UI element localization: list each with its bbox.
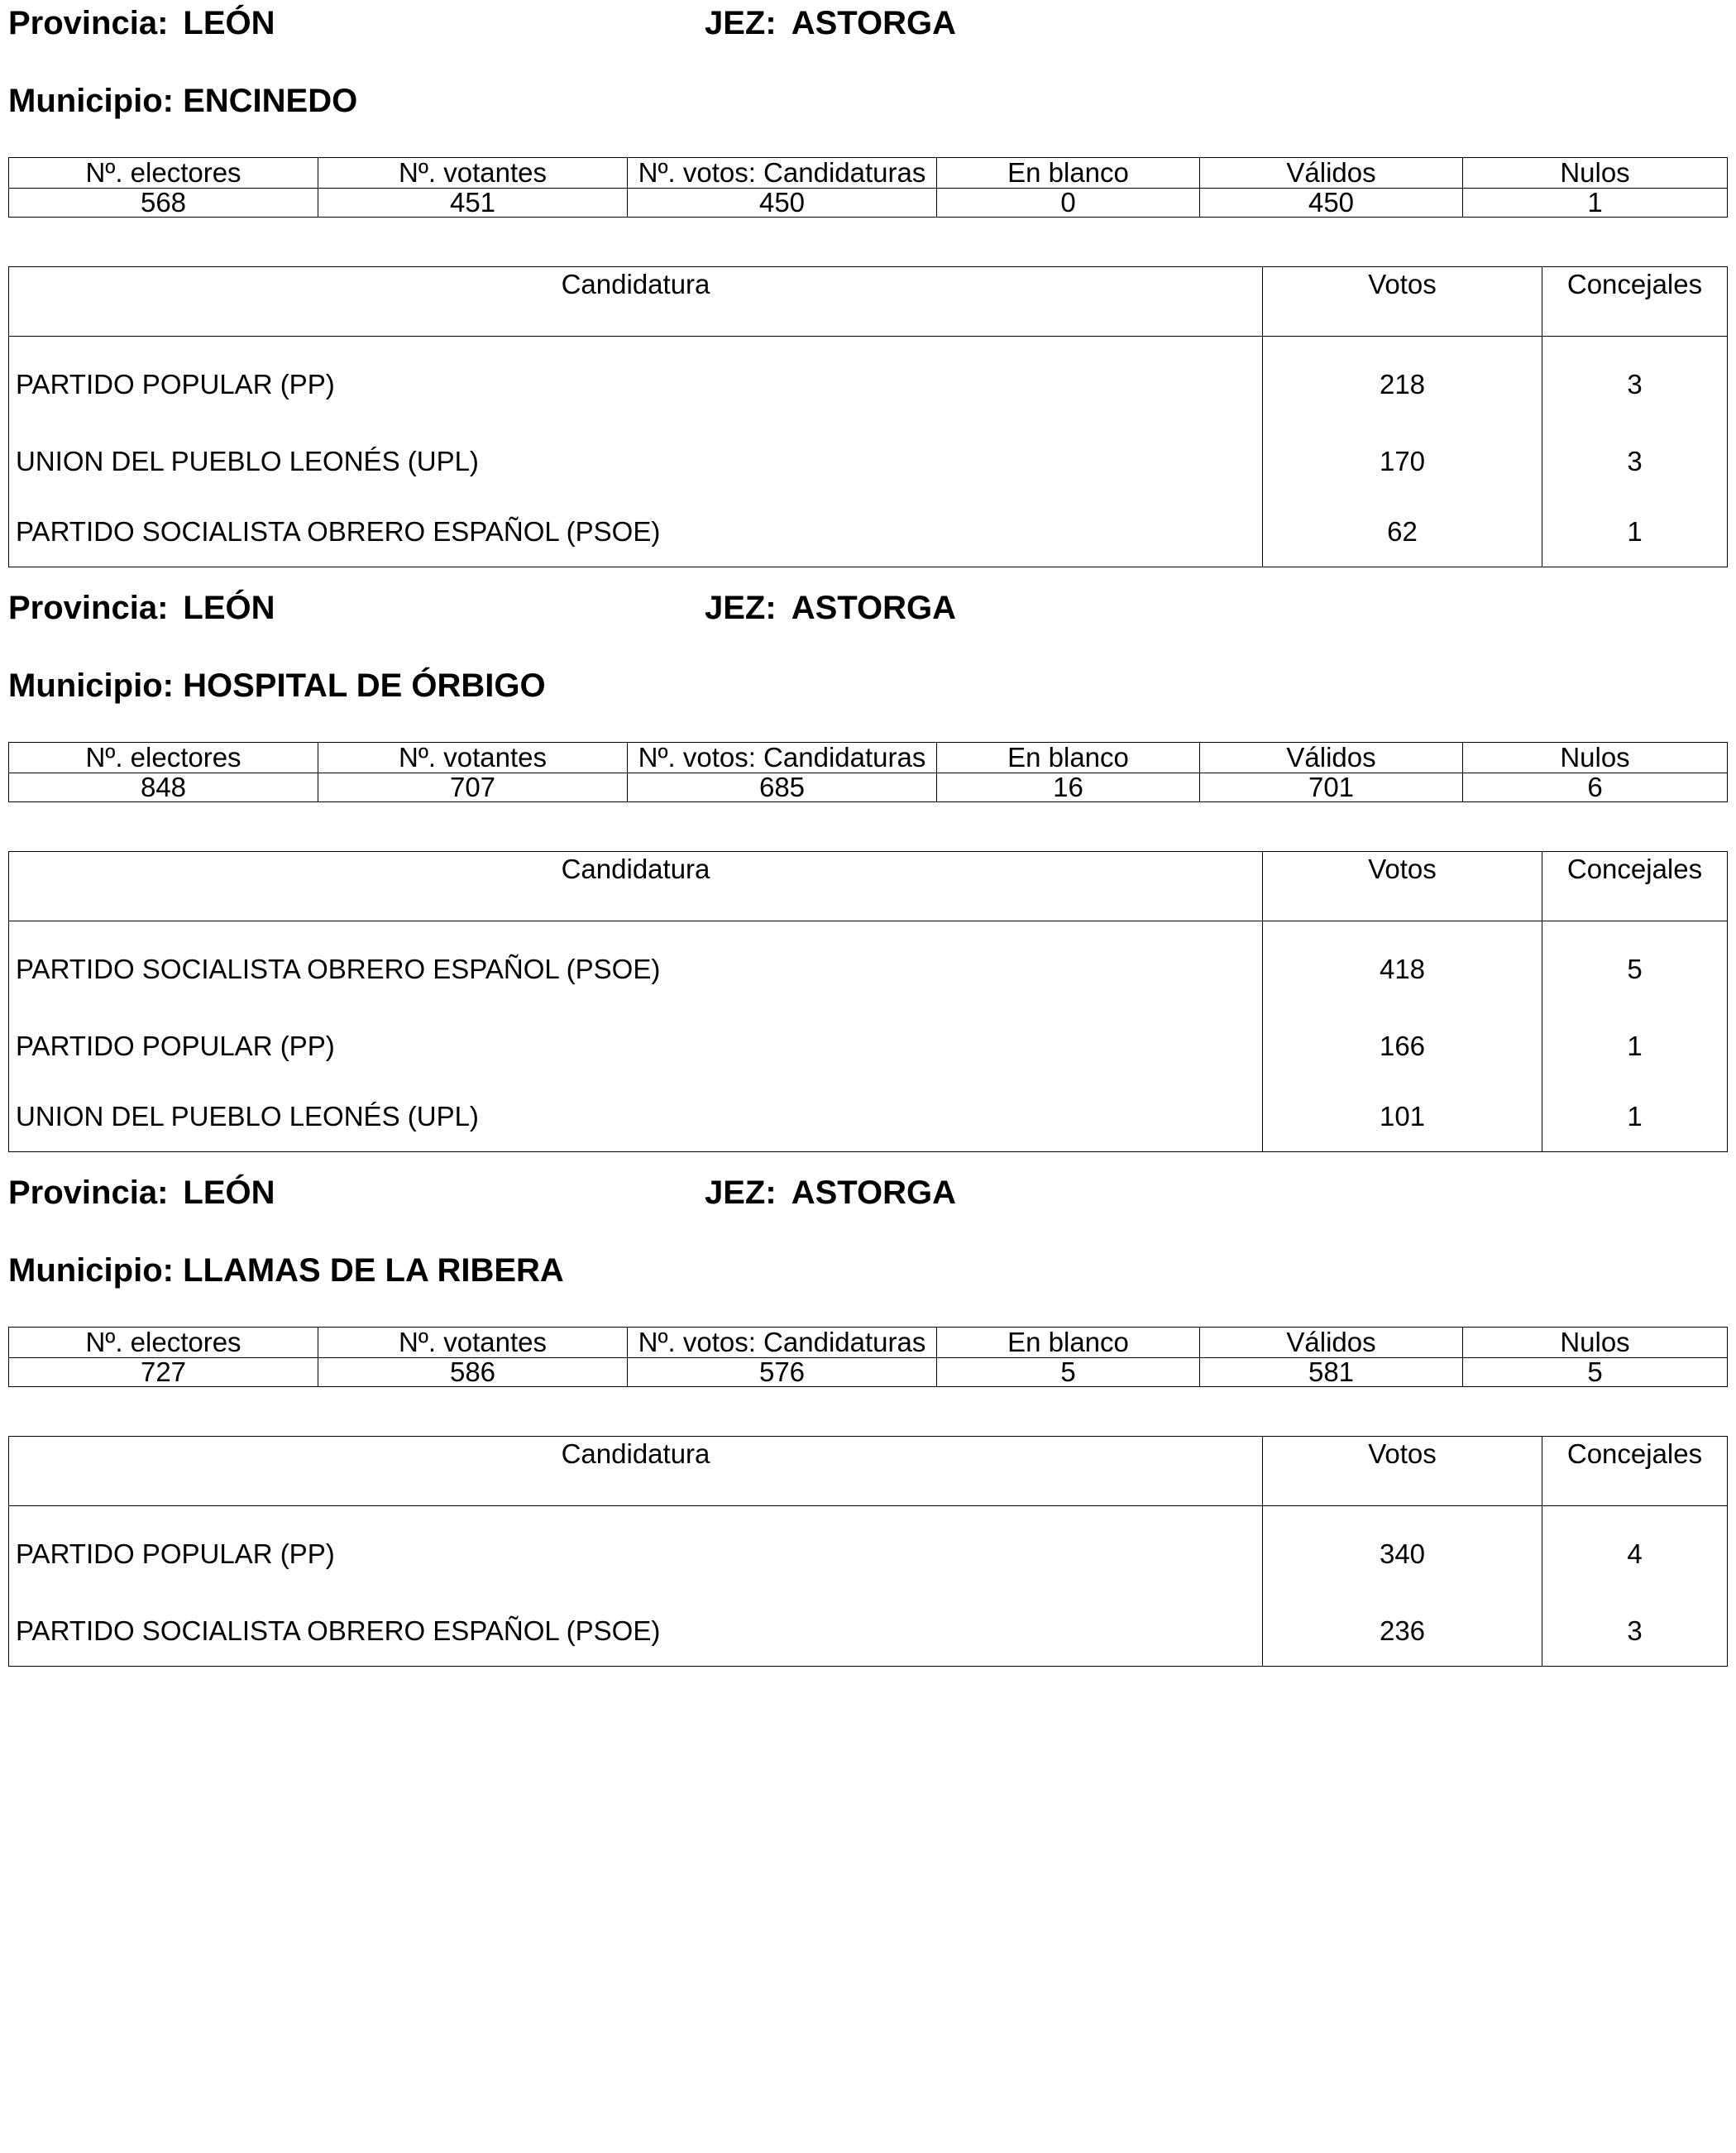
- header-concejales: Concejales: [1542, 267, 1728, 337]
- summary-table: [8, 157, 1728, 218]
- value-nulos: 5: [1463, 1358, 1728, 1387]
- jez-heading: JEZ: ASTORGA: [705, 1175, 956, 1211]
- candidatura-name: PARTIDO POPULAR (PP): [16, 1538, 335, 1569]
- votos-value: 340: [1263, 1506, 1542, 1596]
- header-concejales: Concejales: [1542, 852, 1728, 921]
- summary-value-row: [9, 773, 1728, 802]
- header-votos-candidaturas: Nº. votos: Candidaturas: [628, 743, 937, 773]
- municipio-section-encinedo: [0, 0, 1736, 585]
- jez-value: ASTORGA: [791, 1175, 956, 1211]
- header-candidatura: Candidatura: [9, 267, 1263, 337]
- header-votos: Votos: [1263, 852, 1542, 921]
- municipio-heading: Municipio: ENCINEDO: [8, 83, 358, 119]
- header-en-blanco: En blanco: [937, 743, 1200, 773]
- municipio-value: HOSPITAL DE ÓRBIGO: [183, 667, 546, 704]
- candidatura-name: PARTIDO SOCIALISTA OBRERO ESPAÑOL (PSOE): [16, 954, 661, 984]
- header-electores: Nº. electores: [9, 743, 318, 773]
- summary-value-row: [9, 1358, 1728, 1387]
- candidatura-name: PARTIDO SOCIALISTA OBRERO ESPAÑOL (PSOE): [16, 1615, 661, 1646]
- summary-header-row: [9, 1328, 1728, 1358]
- results-table: [8, 1436, 1728, 1667]
- header-candidatura: Candidatura: [9, 852, 1263, 921]
- votos-value: 236: [1263, 1596, 1542, 1667]
- value-votantes: 586: [318, 1358, 628, 1387]
- table-row: [9, 1596, 1728, 1667]
- provincia-value: LEÓN: [183, 590, 275, 626]
- votos-value: 166: [1263, 1011, 1542, 1081]
- summary-table: [8, 742, 1728, 802]
- header-votantes: Nº. votantes: [318, 743, 628, 773]
- header-votos-candidaturas: Nº. votos: Candidaturas: [628, 158, 937, 189]
- votos-value: 101: [1263, 1081, 1542, 1152]
- table-row: [9, 921, 1728, 1012]
- header-votantes: Nº. votantes: [318, 158, 628, 189]
- header-validos: Válidos: [1200, 1328, 1463, 1358]
- header-votos-candidaturas: Nº. votos: Candidaturas: [628, 1328, 937, 1358]
- header-nulos: Nulos: [1463, 743, 1728, 773]
- value-validos: 450: [1200, 189, 1463, 218]
- municipio-section-hospital-de-orbigo: [0, 585, 1736, 1170]
- value-en-blanco: 0: [937, 189, 1200, 218]
- concejales-value: 1: [1542, 1081, 1728, 1152]
- header-nulos: Nulos: [1463, 1328, 1728, 1358]
- votos-value: 218: [1263, 337, 1542, 427]
- concejales-value: 1: [1542, 496, 1728, 567]
- results-header-row: [9, 267, 1728, 337]
- candidatura-name: PARTIDO POPULAR (PP): [16, 1030, 335, 1061]
- jez-value: ASTORGA: [791, 590, 956, 626]
- votos-value: 170: [1263, 426, 1542, 496]
- value-nulos: 1: [1463, 189, 1728, 218]
- header-validos: Válidos: [1200, 743, 1463, 773]
- header-concejales: Concejales: [1542, 1437, 1728, 1506]
- value-en-blanco: 16: [937, 773, 1200, 802]
- header-candidatura: Candidatura: [9, 1437, 1263, 1506]
- value-en-blanco: 5: [937, 1358, 1200, 1387]
- table-row: [9, 337, 1728, 427]
- municipio-value: LLAMAS DE LA RIBERA: [183, 1252, 564, 1289]
- provincia-value: LEÓN: [183, 1175, 275, 1211]
- candidatura-name: PARTIDO POPULAR (PP): [16, 369, 335, 400]
- summary-header-row: [9, 158, 1728, 189]
- table-row: [9, 426, 1728, 496]
- provincia-value: LEÓN: [183, 5, 275, 41]
- header-en-blanco: En blanco: [937, 1328, 1200, 1358]
- header-electores: Nº. electores: [9, 158, 318, 189]
- results-table: [8, 266, 1728, 567]
- header-validos: Válidos: [1200, 158, 1463, 189]
- provincia-heading: Provincia: LEÓN: [8, 1175, 275, 1211]
- municipio-section-llamas-de-la-ribera: [0, 1170, 1736, 1754]
- header-votos: Votos: [1263, 267, 1542, 337]
- municipio-heading: Municipio: HOSPITAL DE ÓRBIGO: [8, 667, 546, 704]
- value-validos: 581: [1200, 1358, 1463, 1387]
- table-row: [9, 496, 1728, 567]
- concejales-value: 5: [1542, 921, 1728, 1012]
- votos-value: 62: [1263, 496, 1542, 567]
- header-en-blanco: En blanco: [937, 158, 1200, 189]
- header-nulos: Nulos: [1463, 158, 1728, 189]
- value-electores: 848: [9, 773, 318, 802]
- results-header-row: [9, 852, 1728, 921]
- summary-header-row: [9, 743, 1728, 773]
- concejales-value: 3: [1542, 337, 1728, 427]
- municipio-value: ENCINEDO: [183, 83, 358, 119]
- header-electores: Nº. electores: [9, 1328, 318, 1358]
- jez-heading: JEZ: ASTORGA: [705, 590, 956, 626]
- value-votos-candidaturas: 685: [628, 773, 937, 802]
- results-table: [8, 851, 1728, 1152]
- header-votantes: Nº. votantes: [318, 1328, 628, 1358]
- jez-value: ASTORGA: [791, 5, 956, 41]
- value-nulos: 6: [1463, 773, 1728, 802]
- provincia-heading: Provincia: LEÓN: [8, 5, 275, 41]
- value-electores: 727: [9, 1358, 318, 1387]
- value-votantes: 451: [318, 189, 628, 218]
- summary-table: [8, 1327, 1728, 1387]
- jez-heading: JEZ: ASTORGA: [705, 5, 956, 41]
- table-row: [9, 1011, 1728, 1081]
- candidatura-name: UNION DEL PUEBLO LEONÉS (UPL): [16, 1100, 479, 1132]
- concejales-value: 4: [1542, 1506, 1728, 1596]
- municipio-heading: Municipio: LLAMAS DE LA RIBERA: [8, 1252, 564, 1289]
- value-votos-candidaturas: 576: [628, 1358, 937, 1387]
- value-votantes: 707: [318, 773, 628, 802]
- value-validos: 701: [1200, 773, 1463, 802]
- votos-value: 418: [1263, 921, 1542, 1012]
- table-row: [9, 1506, 1728, 1596]
- concejales-value: 3: [1542, 1596, 1728, 1667]
- table-row: [9, 1081, 1728, 1152]
- concejales-value: 3: [1542, 426, 1728, 496]
- provincia-heading: Provincia: LEÓN: [8, 590, 275, 626]
- candidatura-name: UNION DEL PUEBLO LEONÉS (UPL): [16, 445, 479, 476]
- summary-value-row: [9, 189, 1728, 218]
- value-votos-candidaturas: 450: [628, 189, 937, 218]
- concejales-value: 1: [1542, 1011, 1728, 1081]
- results-header-row: [9, 1437, 1728, 1506]
- candidatura-name: PARTIDO SOCIALISTA OBRERO ESPAÑOL (PSOE): [16, 515, 661, 547]
- value-electores: 568: [9, 189, 318, 218]
- header-votos: Votos: [1263, 1437, 1542, 1506]
